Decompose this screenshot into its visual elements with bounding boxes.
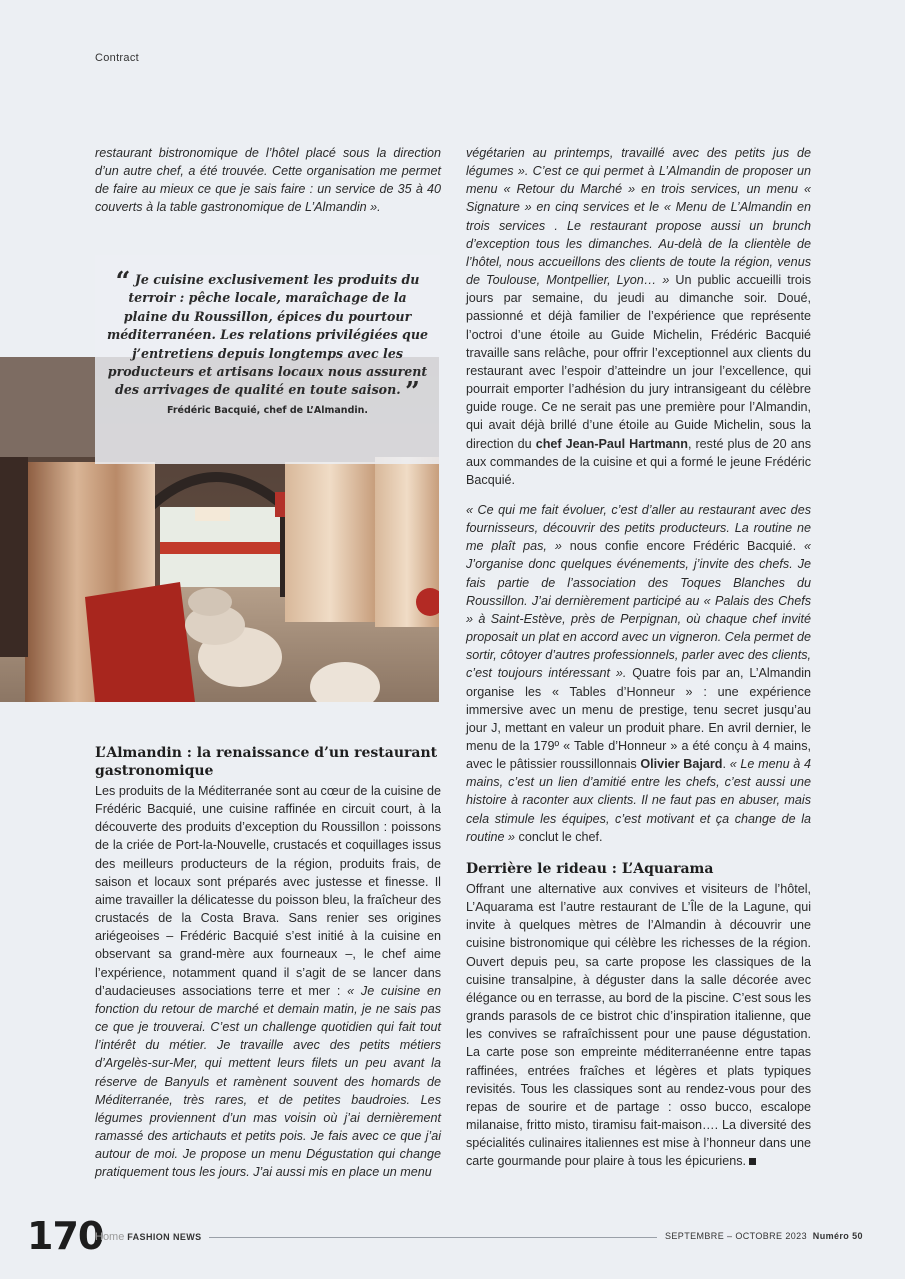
name-highlight: chef Jean-Paul Hartmann: [535, 436, 688, 451]
quote-text: végétarien au printemps, travaillé avec des petits jus de légumes ». C’est ce qui permet à L’Almandin de proposer un menu « Retour du Marché » en trois services, un menu « Signature » en cinq services et le « Menu de L’Almandin en trois services . Le restaurant propose aussi un brunch d’exception tous les dimanches. Au-delà de la clientèle de l’hôtel, nous accueillons des clients de toute la région, venus de Toulouse, Montpellier, Lyon… »: [466, 146, 811, 288]
footer-divider: [209, 1237, 657, 1238]
paragraph: [466, 144, 811, 489]
brand-fashion-news: FASHION NEWS: [127, 1232, 202, 1242]
issue-info: [665, 1231, 863, 1241]
close-quote-icon: ”: [405, 377, 420, 408]
column1-bottom: [95, 744, 441, 1181]
brand-home: Home: [95, 1231, 125, 1243]
body-text: Un public accueilli trois jours par semaine, du jeudi au dimanche soir. Doué, passionné et déjà familier de l’expérience que représente l’octroi d’une étoile au Guide Michelin, Frédéric Bacquié travaille sans relâche, pour offrir l’exceptionnel aux clients du restaurant avec l’espoir d’atteindre un jour l’excellence, qui pourrait emporter l’adhésion du jury intransigeant du célèbre guide rouge. Ce ne serait pas une première pour l’Almandin, qui avait déjà brillé d’une étoile au Guide Michelin, sous la direction du: [466, 273, 812, 451]
pull-quote-text: Je cuisine exclusivement les produits du terroir : pêche locale, maraîchage de la plaine du Roussillon, épices du pourtour méditerranéen. Les relations privilégiées que j’entretiens depuis longtemps avec les producteurs et artisans locaux nous assurent des arrivages de qualité en toute saison.: [106, 272, 429, 398]
issue-number: Numéro 50: [812, 1231, 863, 1241]
body-text: Quatre fois par an, L’Almandin organise les « Tables d’Honneur » : une expérience immersive avec un menu de prestige, tenu secret jusqu’au jour J, mettant en valeur un produit phare. En avril dernier, le menu de la 179º « Table d’Honneur » a été conçu à 4 mains, avec le pâtissier roussillonnais: [466, 666, 811, 772]
column2: [466, 144, 811, 1170]
section-label: Contract: [95, 52, 139, 64]
pull-quote: [105, 267, 430, 420]
section-heading-almandin: L’Almandin : la renaissance d’un restaurant gastronomique: [95, 745, 438, 779]
column1-top-text: [95, 144, 441, 217]
body-text: , resté plus de 20 ans aux commandes de la cuisine et qui a formé le jeune Frédéric Bacquié.: [466, 436, 812, 487]
paragraph: restaurant bistronomique de l’hôtel placé sous la direction d’un autre chef, a été trouvée. Cette organisation me permet de faire au mieux ce que je sais faire : un service de 35 à 40 couverts à la table gastronomique de L’Almandin ».: [95, 146, 441, 215]
paragraph: [466, 880, 811, 1171]
quote-text: « J’organise donc quelques événements, j’invite des chefs. Je fais partie de l’association des Toques Blanches du Roussillon. J’ai dernièrement participé au « Palais des Chefs » à Saint-Estève, près de Perpignan, où chaque chef invité proposait un plat en accord avec un vigneron. Cela permet de sortir, côtoyer d’autres professionnels, parler avec des clients, c’est toujours intéressant ».: [466, 539, 812, 681]
body-text: Les produits de la Méditerranée sont au cœur de la cuisine de Frédéric Bacquié, une cuisine raffinée en circuit court, à la découverte des produits d’exception du Roussillon : poissons de la criée de Port-la-Nouvelle, crustacés et coquillages issus des meilleurs producteurs de la région, produits frais, de saison et locaux sont préparés avec justesse et finesse. Il aime travailler la délicatesse du poisson bleu, la fraîcheur des crustacés de la Costa Brava. Sans renier ses origines ariégeoises – Frédéric Bacquié s’est initié à la cuisine en observant sa grand-mère aux fourneaux –, le chef aime l’expérience, notamment quand il s’agit de se lancer dans d’audacieuses associations terre et mer :: [95, 784, 441, 998]
end-mark-icon: [749, 1158, 756, 1165]
paragraph: [466, 501, 811, 846]
quote-text: « Ce qui me fait évoluer, c’est d’aller au restaurant avec des fournisseurs, découvrir des petits producteurs. La routine ne me plaît pas, »: [466, 502, 811, 554]
body-text: Offrant une alternative aux convives et visiteurs de l’hôtel, L’Aquarama est l’autre restaurant de L’Île de la Lagune, qui invite à quelques mètres de l’Almandin à découvrir une cuisine bistronomique qui célèbre les richesses de la région. Ouvert depuis peu, sa carte propose les classiques de la cuisine transalpine, à déguster dans la salle décorée avec élégance ou en terrasse, au bord de la piscine. C’est sous les grands parasols de ce bistrot chic d’inspiration italienne, que les convives se rafraîchissent pour une pause dégustation. La carte pose son empreinte méditerranéenne entre tapas raffinées, entrées fraîches et légères et plats typiques revisités. Tous les classiques sont au rendez-vous pour des repas de sourire et de partage : osso bucco, escalope milanaise, fritto misto, tiramisu fait-maison…. La diversité des spécialités culinaires italiennes est mise à l’honneur dans une carte gourmande pour plaire à tous les épicuriens.: [466, 881, 811, 1169]
magazine-brand: [95, 1231, 202, 1243]
body-text: .: [722, 757, 726, 772]
quote-text: « Le menu à 4 mains, c’est un lien d’amitié entre les chefs, c’est aussi une histoire à raconter aux clients. Il ne faut pas en abuser, mais cela stimule les équipes, c’est motivant et ça change de la routine »: [466, 757, 811, 844]
name-highlight: Olivier Bajard: [640, 757, 723, 772]
body-quote-text: « Je cuisine en fonction du retour de marché et demain matin, je ne sais pas ce que je trouverai. C’est un challenge quotidien qui fait tout l’intérêt du métier. Je travaille avec des petits métiers d’Argelès-sur-Mer, qui mettent leurs filets un peu avant la réserve de Banyuls et ramènent souvent des homards de Méditerranée, très rares, et de petites baudroies. Les légumes proviennent d’un mas voisin où j’ai dernièrement ramassé des artichauts et petits pois. Je fais avec ce que j’ai autour de moi. Je propose un menu Dégustation qui change pratiquement tous les jours. J’ai aussi mis en place un menu: [95, 983, 442, 1180]
pull-quote-author: Frédéric Bacquié, chef de L’Almandin.: [166, 404, 368, 416]
section-heading-aquarama: Derrière le rideau : L’Aquarama: [466, 860, 714, 877]
open-quote-icon: “: [115, 267, 131, 297]
paragraph: [95, 782, 441, 1181]
body-text: nous confie encore Frédéric Bacquié.: [569, 539, 797, 554]
body-text: conclut le chef.: [518, 829, 603, 844]
issue-date: SEPTEMBRE – OCTOBRE 2023: [665, 1231, 807, 1241]
page-number: 170: [27, 1214, 104, 1258]
